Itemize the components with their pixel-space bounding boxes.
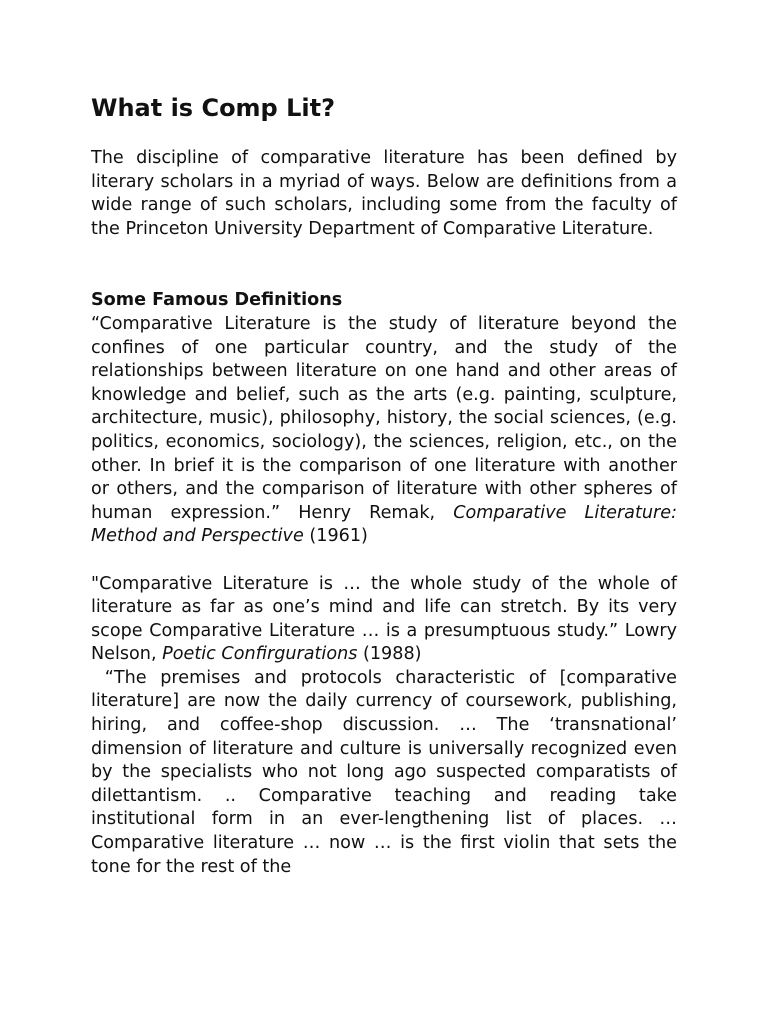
section-heading: Some Famous Definitions xyxy=(91,290,343,311)
definition-quote: “Comparative Literature is the study of literature beyond the confines of one particular country, and the study of the relationships between literature on one hand and other areas of knowledge and belief, such as the arts (e.g. painting, sculpture, architecture, music), philosophy, history, the social sciences, (e.g. politics, economics, sociology), the sciences, religion, etc., on the other. In brief it is the comparison of one literature with another or others, and the comparison of literature with other spheres of human expression.” Henry Remak, xyxy=(91,313,677,523)
document-page xyxy=(91,92,683,879)
page-title: What is Comp Lit? xyxy=(91,94,336,122)
intro-paragraph: The discipline of comparative literature has been defined by literary scholars in a myriad of ways. Below are definitions from a wide range of such scholars, including some from the faculty of the Princeton University Department of Comparative Literature. xyxy=(91,148,677,239)
definition-nelson xyxy=(91,573,677,667)
definition-quote: "Comparative Literature is … the whole study of the whole of literature as far as one’s mind and life can stretch. By its very scope Comparative Literature … is a presumptuous study.” Lowry Nelson, xyxy=(91,573,677,665)
definition-remak xyxy=(91,313,677,549)
definition-work-title: Comparative Literature: Method and Perspective xyxy=(91,502,677,547)
definition-work-title: Poetic Confirgurations xyxy=(162,644,358,665)
definition-year: (1961) xyxy=(309,526,368,547)
definition-third xyxy=(91,667,683,879)
definition-year: (1988) xyxy=(363,644,422,665)
definition-quote: “The premises and protocols characteristic of [comparative literature] are now the daily currency of coursework, publishing, hiring, and coffee-shop discussion. … The ‘transnational’ dimension of literature and culture is universally recognized even by the specialists who not long ago suspected comparatists of dilettantism. .. Comparative teaching and reading take institutional form in an ever-lengthening list of places. … Comparative literature … now … is the first violin that sets the tone for the rest of the xyxy=(91,667,683,877)
